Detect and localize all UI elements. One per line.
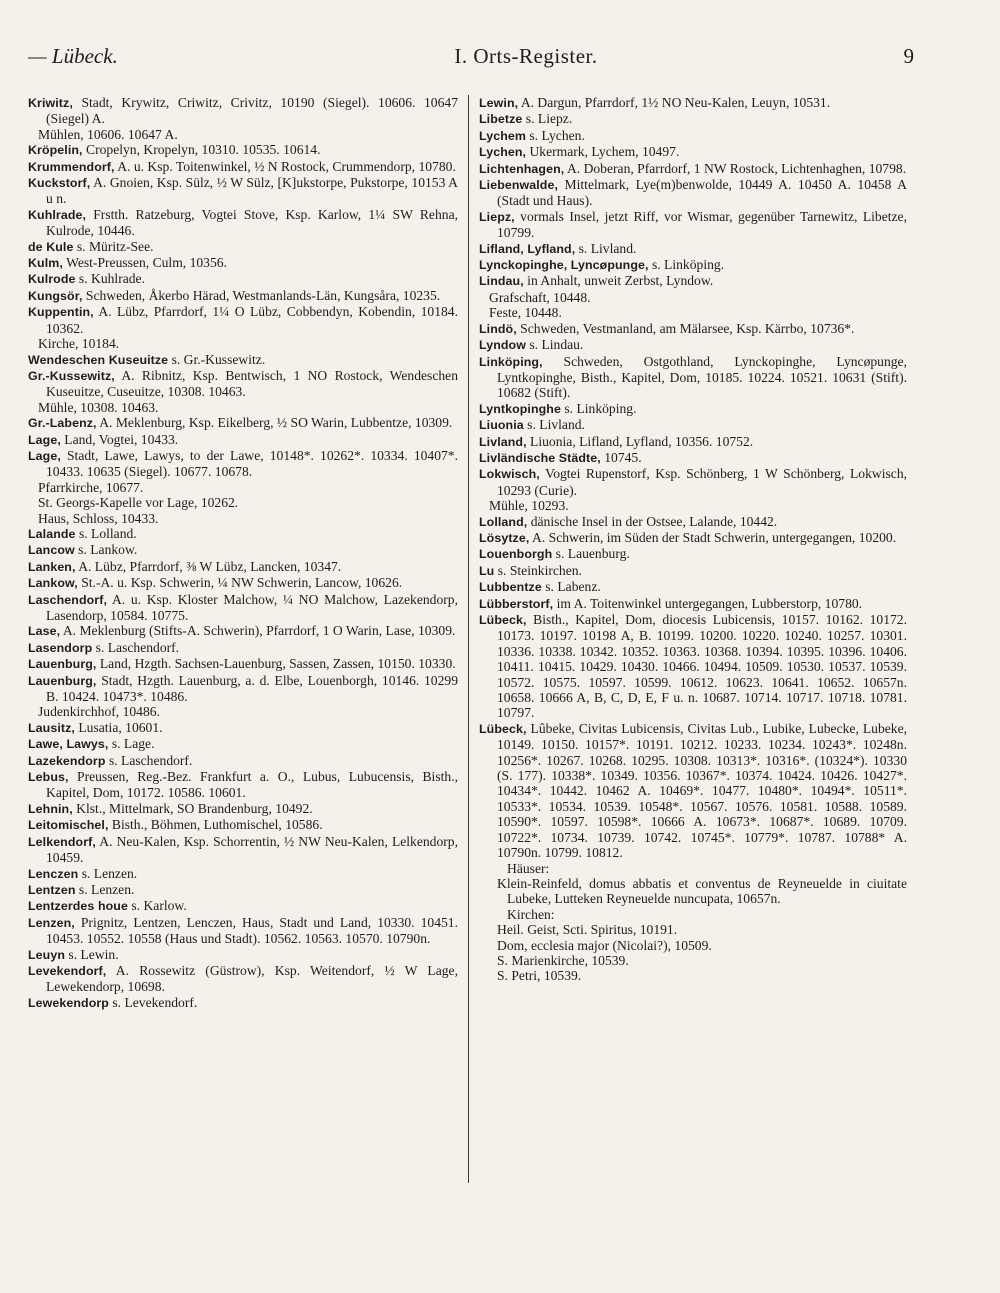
entry-text: A. Lübz, Pfarrdorf, ⅜ W Lübz, Lancken, 10347. (78, 558, 342, 574)
entry-text: in Anhalt, unweit Zerbst, Lyndow. (527, 273, 714, 289)
entry-text: A. Schwerin, im Süden der Stadt Schwerin, untergegangen, 10200. (532, 529, 897, 545)
entry-text: Schweden, Vestmanland, am Mälarsee, Ksp. Kärrbo, 10736*. (520, 320, 855, 336)
entry-text: Ukermark, Lychem, 10497. (529, 144, 680, 160)
entry-headword: Lindau, (479, 274, 524, 289)
register-entry (28, 623, 458, 639)
register-entry (479, 144, 907, 160)
entry-text: s. Lauenburg. (555, 546, 630, 562)
page-header (28, 44, 914, 74)
entry-headword: Lanken, (28, 559, 76, 574)
right-column (479, 95, 907, 984)
register-entry (28, 673, 458, 705)
running-head-title: I. Orts-Register. (454, 44, 598, 68)
entry-text: A. u. Ksp. Toitenwinkel, ½ N Rostock, Crummendorp, 10780. (117, 158, 456, 174)
register-entry (28, 882, 458, 898)
entry-headword: Kulm, (28, 256, 63, 271)
entry-headword: Liuonia (479, 418, 524, 433)
entry-headword: Lazekendorp (28, 753, 106, 768)
register-entry (28, 592, 458, 624)
register-entry (28, 142, 458, 158)
entry-headword: Lelkendorf, (28, 834, 96, 849)
entry-headword: Lancow (28, 543, 75, 558)
entry-headword: Lösytze, (479, 530, 530, 545)
register-entry (28, 368, 458, 400)
register-entry (28, 720, 458, 736)
entry-headword: Lindö, (479, 321, 517, 336)
entry-headword: Linköping, (479, 354, 543, 369)
register-entry (28, 801, 458, 817)
entry-headword: Lyndow (479, 338, 526, 353)
section-label: Häuser: (507, 860, 550, 876)
entry-headword: Kuppentin, (28, 305, 94, 320)
entry-text: im A. Toitenwinkel untergegangen, Lubberstorp, 10780. (556, 595, 863, 611)
column-divider (468, 95, 469, 1183)
running-head-left: — Lübeck. (28, 44, 118, 68)
entry-headword: Lankow, (28, 576, 78, 591)
entry-text: Mittelmark, Lye(m)benwolde, 10449 A. 10450 A. 10458 A (Stadt und Haus). (497, 177, 907, 209)
register-entry (28, 866, 458, 882)
register-entry (28, 817, 458, 833)
sub-entry: Heil. Geist, Scti. Spiritus, 10191. (497, 922, 678, 938)
register-entry (479, 466, 907, 498)
entry-text: s. Lewin. (68, 946, 119, 962)
sub-entry: Klein-Reinfeld, domus abbatis et conventus de Reyneuelde in ciuitate Lubeke, Lutteken Reyneuelde nuncupata, 10657n. (497, 875, 907, 907)
sub-entry: S. Marienkirche, 10539. (497, 952, 629, 968)
sub-entry: St. Georgs-Kapelle vor Lage, 10262. (38, 495, 239, 511)
register-entry (479, 514, 907, 530)
entry-text: A. Doberan, Pfarrdorf, 1 NW Rostock, Lichtenhaghen, 10798. (566, 160, 907, 176)
register-entry (28, 575, 458, 591)
entry-text: Land, Hzgth. Sachsen-Lauenburg, Sassen, Zassen, 10150. 10330. (99, 656, 456, 672)
entry-headword: Wendeschen Kuseuitze (28, 352, 169, 367)
register-entry (479, 241, 907, 257)
register-entry (28, 526, 458, 542)
entry-headword: Lenzen, (28, 915, 75, 930)
entry-text: Klst., Mittelmark, SO Brandenburg, 10492. (76, 800, 313, 816)
entry-text: A. Gnoien, Ksp. Sülz, ½ W Sülz, [K]ukstorpe, Pukstorpe, 10153 A u n. (46, 175, 458, 207)
register-entry (479, 721, 907, 861)
register-entry (28, 239, 458, 255)
register-entry (28, 898, 458, 914)
register-entry (28, 834, 458, 866)
entry-headword: Kröpelin, (28, 143, 83, 158)
entry-text: Lûbeke, Civitas Lubicensis, Civitas Lub., Lubike, Lubecke, Lubeke, 10149. 10150. 10157*. 10191. 10212. 10233. 10234. 10243*. 10248n. 10256*. 10267. 10268. 10295. 10308. 10313*. 10316*. (10324*). 10330 (S. 177). 10338*. 10349. 10356. 10367*. 10374. 10424. 10426. 10427*. 10434*. 10442. 10462 A. 10469*. 10477. 10480*. 10494*. 10511*. 10533*. 10534. 10539. 10548*. 10567. 10576. 10581. 10588. 10589. 10590*. 10597. 10598*. 10666 A. 10673*. 10687*. 10689. 10709. 10722*. 10734. 10739. 10742. 10745*. 10779*. 10787. 10788* A. 10790n. 10799. 10812. (497, 720, 907, 861)
entry-headword: Lage, (28, 448, 61, 463)
entry-text: Vogtei Rupenstorf, Ksp. Schönberg, 1 W Schönberg, Lokwisch, 10293 (Curie). (497, 466, 908, 498)
register-entry (479, 337, 907, 353)
sub-entry: Mühle, 10308. 10463. (38, 399, 159, 415)
entry-headword: Kuckstorf, (28, 176, 91, 191)
entry-text: 10745. (604, 449, 642, 465)
entry-headword: Lauenburg, (28, 657, 97, 672)
entry-headword: Liepz, (479, 209, 515, 224)
entry-headword: Lübeck, (479, 721, 527, 736)
register-entry (28, 352, 458, 368)
register-entry (28, 963, 458, 995)
entry-text: s. Kuhlrade. (78, 271, 145, 287)
entry-headword: Kuhlrade, (28, 207, 87, 222)
entry-text: Cropelyn, Kropelyn, 10310. 10535. 10614. (86, 142, 321, 158)
entry-text: s. Laschendorf. (108, 752, 193, 768)
register-entry (28, 207, 458, 239)
entry-text: West-Preussen, Culm, 10356. (66, 255, 227, 271)
entry-headword: Lyntkopinghe (479, 401, 561, 416)
entry-headword: Lynckopinghe, Lyncøpunge, (479, 258, 649, 273)
entry-headword: Lage, (28, 432, 61, 447)
entry-headword: Kulrode (28, 272, 76, 287)
entry-headword: Leuyn (28, 947, 65, 962)
entry-headword: Lolland, (479, 514, 528, 529)
entry-text: s. Linköping. (651, 257, 725, 273)
entry-text: Frstth. Ratzeburg, Vogtei Stove, Ksp. Karlow, 1¼ SW Rehna, Kulrode, 10446. (46, 206, 458, 239)
entry-headword: Livländische Städte, (479, 450, 601, 465)
register-entry (479, 450, 907, 466)
entry-headword: Lauenburg, (28, 673, 97, 688)
entry-text: s. Lage. (111, 736, 155, 752)
entry-text: s. Linköping. (564, 400, 637, 416)
entry-headword: Louenborgh (479, 547, 553, 562)
register-entry (479, 417, 907, 433)
register-entry (479, 546, 907, 562)
entry-headword: Lehnin, (28, 801, 73, 816)
sub-entry: S. Petri, 10539. (497, 968, 582, 984)
sub-entry: Judenkirchhof, 10486. (38, 704, 160, 720)
entry-headword: Livland, (479, 434, 527, 449)
entry-headword: Lubbentze (479, 580, 542, 595)
register-entry (28, 432, 458, 448)
entry-text: s. Labenz. (545, 579, 601, 595)
register-entry (28, 995, 458, 1011)
entry-text: s. Steinkirchen. (497, 562, 582, 578)
sub-entry: Dom, ecclesia major (Nicolai?), 10509. (497, 937, 712, 953)
register-entry (28, 915, 458, 947)
register-entry (479, 596, 907, 612)
register-entry (28, 175, 458, 207)
entry-text: A. Meklenburg, Ksp. Eikelberg, ½ SO Warin, Lubbentze, 10309. (99, 415, 453, 431)
register-entry (479, 177, 907, 209)
sub-entry: Grafschaft, 10448. (489, 289, 591, 305)
section-label: Kirchen: (507, 906, 555, 922)
entry-text: Preussen, Reg.-Bez. Frankfurt a. O., Lubus, Lubucensis, Bisth., Kapitel, Dom, 10172. 10586. 10601. (46, 769, 458, 801)
entry-text: Bisth., Böhmen, Luthomischel, 10586. (111, 817, 323, 833)
register-entry (479, 321, 907, 337)
entry-text: Stadt, Lawe, Lawys, to der Lawe, 10148*. 10262*. 10334. 10407*. 10433. 10635 (Siegel). 10677. 10678. (46, 447, 459, 480)
entry-text: dänische Insel in der Ostsee, Lalande, 10442. (530, 513, 778, 529)
register-entry (479, 273, 907, 289)
entry-headword: Lewekendorp (28, 995, 109, 1010)
register-entry (28, 159, 458, 175)
entry-headword: Libetze (479, 112, 523, 127)
register-entry (28, 271, 458, 287)
entry-text: Land, Vogtei, 10433. (64, 431, 179, 447)
entry-text: A. Rossewitz (Güstrow), Ksp. Weitendorf, ½ W Lage, Lewekendorp, 10698. (46, 962, 458, 995)
register-entry (479, 128, 907, 144)
entry-text: s. Livland. (578, 240, 637, 256)
entry-headword: Lübberstorf, (479, 596, 554, 611)
register-entry (28, 947, 458, 963)
entry-headword: Lawe, Lawys, (28, 737, 109, 752)
register-entry (479, 161, 907, 177)
entry-text: s. Lindau. (529, 337, 584, 353)
register-entry (479, 95, 907, 111)
entry-text: s. Karlow. (131, 898, 187, 914)
entry-headword: de Kule (28, 239, 74, 254)
register-entry (479, 434, 907, 450)
entry-headword: Krummendorf, (28, 159, 115, 174)
entry-text: vormals Insel, jetzt Riff, vor Wismar, gegenüber Tarnewitz, Libetze, 10799. (497, 208, 907, 241)
sub-entry: Mühlen, 10606. 10647 A. (38, 126, 178, 142)
register-entry (479, 401, 907, 417)
entry-headword: Leitomischel, (28, 818, 109, 833)
entry-text: Schweden, Ostgothland, Lynckopinghe, Lyncøpunge, Lyntkopinghe, Bisth., Kapitel, Dom, 10185. 10224. 10521. 10631 (Stift). 10682 (Stift). (497, 353, 907, 401)
entry-text: Bisth., Kapitel, Dom, diocesis Lubicensis, 10157. 10162. 10172. 10173. 10197. 10198 A, B. 10199. 10200. 10220. 10240. 10257. 10301. 10336. 10338. 10342. 10352. 10363. 10368. 10394. 10395. 10396. 10406. 10411. 10415. 10429. 10430. 10466. 10494. 10509. 10530. 10537. 10539. 10572. 10575. 10597. 10599. 10612. 10623. 10641. 10652. 10657n. 10658. 10666 A, B, C, D, E, F u. n. 10687. 10714. 10717. 10718. 10781. 10797. (497, 612, 907, 721)
register-entry (28, 753, 458, 769)
entry-text: St.-A. u. Ksp. Schwerin, ¼ NW Schwerin, Lancow, 10626. (81, 575, 403, 591)
sub-entry: Kirche, 10184. (38, 336, 120, 352)
left-column (28, 95, 458, 1011)
register-entry (28, 288, 458, 304)
entry-headword: Lychem (479, 128, 526, 143)
entry-text: s. Liepz. (525, 111, 573, 127)
entry-headword: Lentzerdes houe (28, 899, 128, 914)
entry-headword: Lifland, Lyfland, (479, 241, 576, 256)
entry-headword: Lalande (28, 526, 76, 541)
entry-text: A. Lübz, Pfarrdorf, 1¼ O Lübz, Cobbendyn, Kobendin, 10184. 10362. (46, 304, 459, 336)
entry-text: Stadt, Hzgth. Lauenburg, a. d. Elbe, Louenborgh, 10146. 10299 B. 10424. 10473*. 10486. (46, 672, 458, 705)
entry-headword: Lichtenhagen, (479, 161, 565, 176)
register-entry (479, 257, 907, 273)
sub-entry: Pfarrkirche, 10677. (38, 479, 144, 495)
sub-entry: Mühle, 10293. (489, 498, 569, 514)
entry-headword: Kriwitz, (28, 96, 73, 110)
entry-text: s. Livland. (527, 417, 585, 433)
entry-headword: Gr.-Labenz, (28, 416, 97, 431)
entry-headword: Levekendorf, (28, 963, 107, 978)
register-entry (479, 563, 907, 579)
register-entry (479, 354, 907, 401)
register-entry (479, 530, 907, 546)
entry-text: s. Laschendorf. (95, 639, 180, 655)
register-entry (28, 95, 458, 127)
entry-text: s. Lenzen. (78, 881, 135, 897)
register-entry (28, 640, 458, 656)
register-entry (28, 448, 458, 480)
register-entry (28, 559, 458, 575)
entry-headword: Lychen, (479, 145, 527, 160)
register-entry (28, 255, 458, 271)
register-entry (28, 769, 458, 801)
entry-headword: Lausitz, (28, 720, 75, 735)
entry-text: s. Müritz-See. (76, 238, 154, 254)
register-entry (28, 304, 458, 336)
sub-entry: Feste, 10448. (489, 305, 562, 321)
entry-text: Liuonia, Lifland, Lyfland, 10356. 10752. (530, 433, 754, 449)
entry-text: s. Lankow. (78, 542, 138, 558)
page-number: 9 (903, 44, 914, 68)
register-entry (479, 209, 907, 241)
entry-text: s. Lolland. (78, 525, 137, 541)
register-entry (479, 612, 907, 721)
entry-text: Prignitz, Lentzen, Lenczen, Haus, Stadt und Land, 10330. 10451. 10453. 10552. 10558 (Haus und Stadt). 10562. 10563. 10570. 10790n. (46, 914, 458, 947)
entry-text: Stadt, Krywitz, Criwitz, Crivitz, 10190 (Siegel). 10606. 10647 (Siegel) A. (46, 95, 458, 127)
entry-text: A. Neu-Kalen, Ksp. Schorrentin, ½ NW Neu-Kalen, Lelkendorp, 10459. (46, 833, 459, 866)
register-entry (28, 415, 458, 431)
entry-headword: Laschendorf, (28, 592, 107, 607)
entry-headword: Lewin, (479, 96, 519, 110)
entry-text: s. Lychen. (529, 127, 585, 143)
entry-headword: Kungsör, (28, 288, 83, 303)
entry-text: A. Dargun, Pfarrdorf, 1½ NO Neu-Kalen, Leuyn, 10531. (520, 95, 831, 110)
entry-headword: Lübeck, (479, 613, 527, 627)
register-entry (28, 542, 458, 558)
entry-headword: Lasendorp (28, 640, 93, 655)
entry-text: A. u. Ksp. Kloster Malchow, ¼ NO Malchow, Lazekendorp, Lasendorp, 10584. 10775. (46, 591, 458, 623)
register-entry (28, 736, 458, 752)
entry-headword: Gr.-Kussewitz, (28, 368, 115, 383)
entry-headword: Lentzen (28, 882, 76, 897)
register-entry (28, 656, 458, 672)
entry-headword: Lebus, (28, 770, 69, 785)
entry-headword: Liebenwalde, (479, 178, 559, 193)
entry-headword: Lu (479, 563, 495, 578)
entry-headword: Lase, (28, 624, 61, 639)
sub-entry: Haus, Schloss, 10433. (38, 510, 159, 526)
entry-text: s. Levekendorf. (112, 994, 198, 1010)
register-entry (479, 579, 907, 595)
entry-text: s. Gr.-Kussewitz. (171, 351, 266, 367)
entry-text: A. Meklenburg (Stifts-A. Schwerin), Pfarrdorf, 1 O Warin, Lase, 10309. (62, 623, 456, 639)
entry-headword: Lenczen (28, 866, 79, 881)
entry-text: Lusatia, 10601. (78, 719, 163, 735)
entry-text: s. Lenzen. (81, 865, 138, 881)
register-entry (479, 111, 907, 127)
entry-headword: Lokwisch, (479, 467, 540, 482)
entry-text: Schweden, Åkerbo Härad, Westmanlands-Län, Kungsåra, 10235. (85, 287, 441, 303)
entry-text: A. Ribnitz, Ksp. Bentwisch, 1 NO Rostock, Wendeschen Kuseuitze, Cuseuitze, 10308. 10463. (46, 367, 458, 400)
